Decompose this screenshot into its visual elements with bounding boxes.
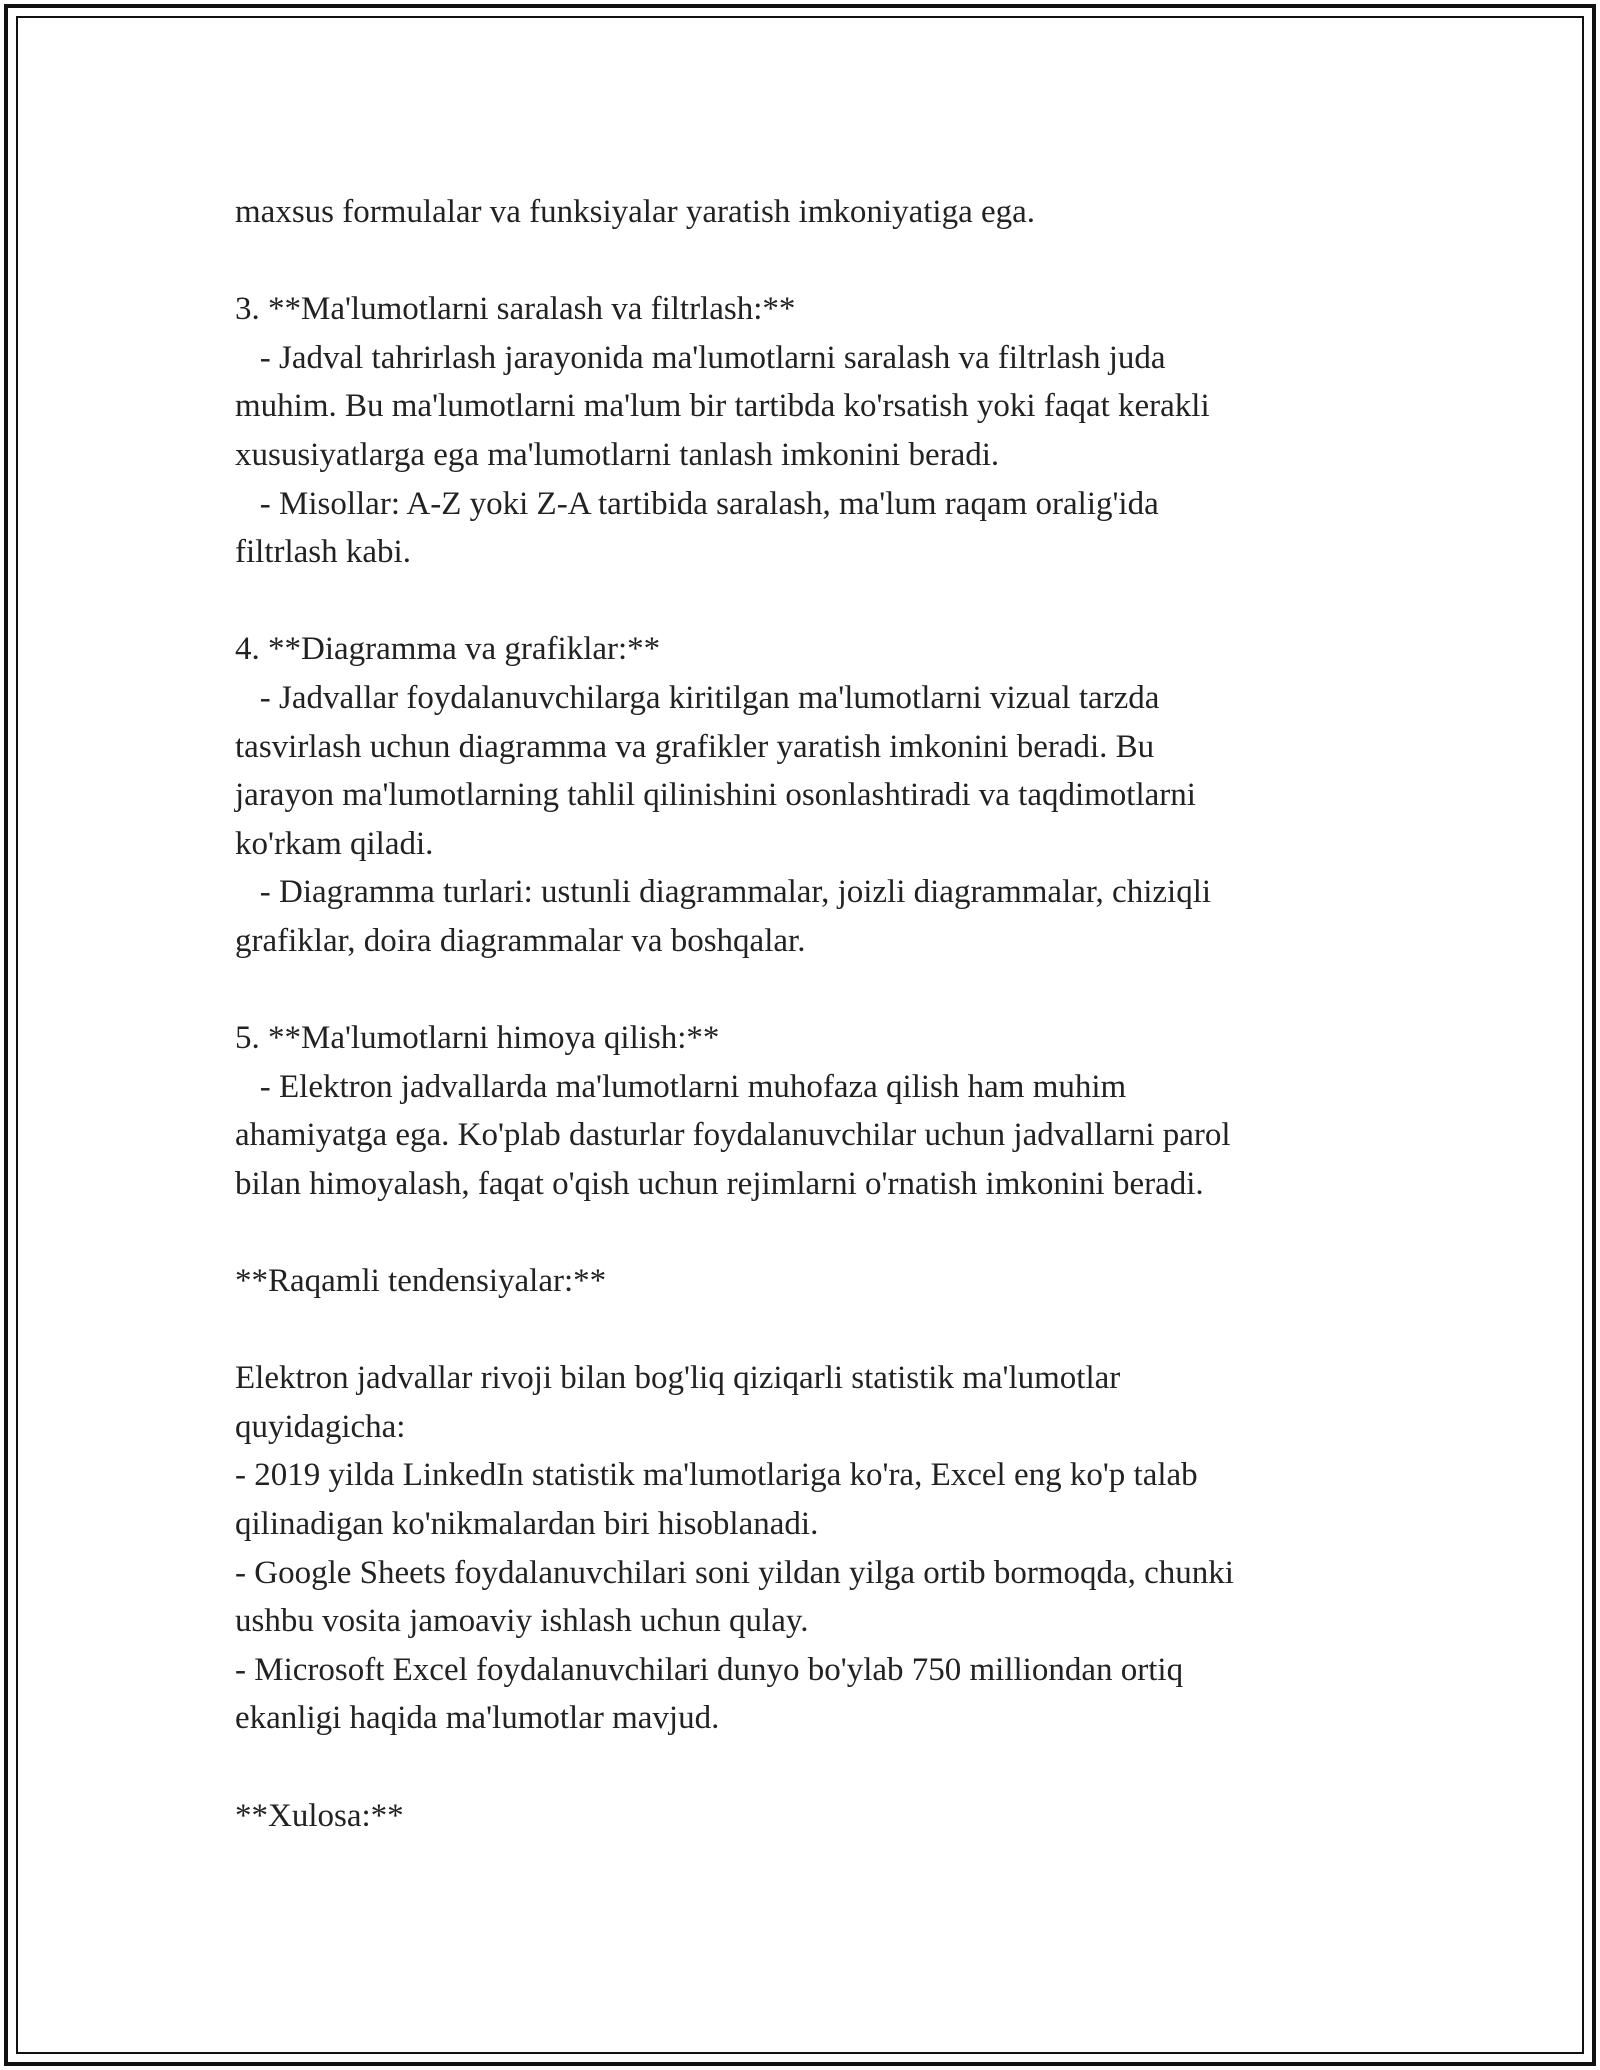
blank-line: [235, 1743, 1385, 1792]
text-line: ahamiyatga ega. Ko'plab dasturlar foydalanuvchilar uchun jadvallarni parol: [235, 1117, 1231, 1154]
text-line: - Misollar: A-Z yoki Z-A tartibida saralash, ma'lum raqam oralig'ida: [235, 485, 1159, 522]
text-line: - Jadvallar foydalanuvchilarga kiritilgan ma'lumotlarni vizual tarzda: [235, 679, 1160, 716]
blank-line: [235, 577, 1385, 626]
text-line: xususiyatlarga ega ma'lumotlarni tanlash imkonini beradi.: [235, 436, 1000, 473]
text-line: muhim. Bu ma'lumotlarni ma'lum bir tartibda ko'rsatish yoki faqat kerakli: [235, 388, 1210, 425]
text-line: **Xulosa:**: [235, 1797, 404, 1834]
text-line: quyidagicha:: [235, 1408, 406, 1445]
text-line: - Elektron jadvallarda ma'lumotlarni muhofaza qilish ham muhim: [235, 1068, 1127, 1105]
text-line: ko'rkam qiladi.: [235, 825, 434, 862]
blank-line: [235, 1306, 1385, 1355]
text-line: bilan himoyalash, faqat o'qish uchun rejimlarni o'rnatish imkonini beradi.: [235, 1165, 1204, 1202]
text-line: - Jadval tahrirlash jarayonida ma'lumotlarni saralash va filtrlash juda: [235, 339, 1166, 376]
text-line: - Google Sheets foydalanuvchilari soni yildan yilga ortib bormoqda, chunki: [235, 1554, 1234, 1591]
text-line: qilinadigan ko'nikmalardan biri hisoblanadi.: [235, 1506, 819, 1543]
blank-line: [235, 1208, 1385, 1257]
text-line: ekanligi haqida ma'lumotlar mavjud.: [235, 1700, 720, 1737]
text-line: 5. **Ma'lumotlarni himoya qilish:**: [235, 1020, 720, 1057]
text-line: **Raqamli tendensiyalar:**: [235, 1263, 607, 1300]
text-line: - Diagramma turlari: ustunli diagrammalar, joizli diagrammalar, chiziqli: [235, 874, 1212, 911]
blank-line: [235, 237, 1385, 286]
text-line: Elektron jadvallar rivoji bilan bog'liq qiziqarli statistik ma'lumotlar: [235, 1360, 1121, 1397]
text-line: maxsus formulalar va funksiyalar yaratish imkoniyatiga ega.: [235, 194, 1036, 230]
text-line: - 2019 yilda LinkedIn statistik ma'lumotlariga ko'ra, Excel eng ko'p talab: [235, 1457, 1198, 1494]
text-line: filtrlash kabi.: [235, 534, 411, 571]
document-body: [235, 188, 1385, 1840]
text-line: grafiklar, doira diagrammalar va boshqalar.: [235, 922, 806, 959]
text-line: 3. **Ma'lumotlarni saralash va filtrlash:**: [235, 291, 796, 328]
text-line: - Microsoft Excel foydalanuvchilari dunyo bo'ylab 750 milliondan ortiq: [235, 1651, 1184, 1688]
text-line: 4. **Diagramma va grafiklar:**: [235, 631, 661, 668]
blank-line: [235, 966, 1385, 1015]
text-line: ushbu vosita jamoaviy ishlash uchun qulay.: [235, 1603, 809, 1640]
text-line: jarayon ma'lumotlarning tahlil qilinishini osonlashtiradi va taqdimotlarni: [235, 777, 1196, 814]
text-line: tasvirlash uchun diagramma va grafikler yaratish imkonini beradi. Bu: [235, 728, 1155, 765]
